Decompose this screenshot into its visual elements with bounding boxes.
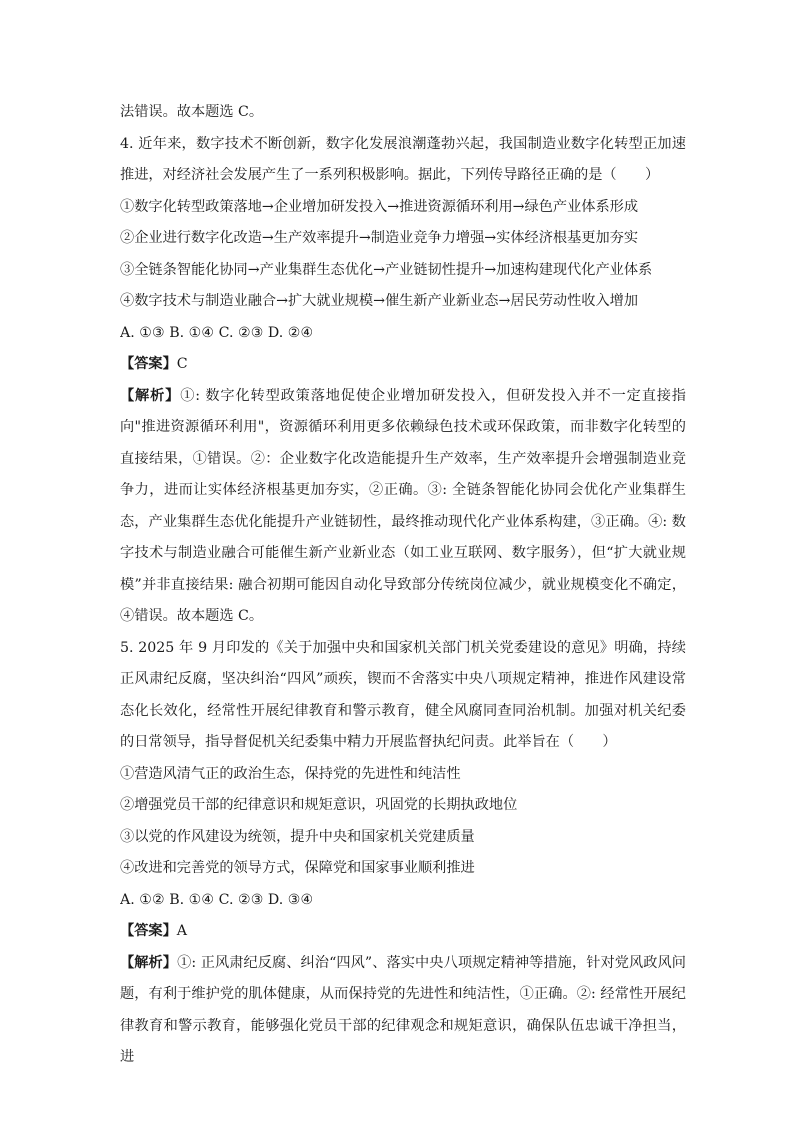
q4-analysis-text: ①: 数字化转型政策落地促使企业增加研发投入，但研发投入并不一定直接指向"推进资源循环利用"，资源循环利用更多依赖绿色技术或环保政策，而非数字化转型的直接结果，①错误。②：企业数字化改造能提升生产效率，生产效率提升会增强制造业竞争力，进而让实体经济根基更加夯实，②正确。③: 全链条智能化协同会优化产业集群生态，产业集群生态优化能提升产业链韧性，最终推动现代化产业体系构建，③正确。④: 数字技术与制造业融合可能催生新产业新业态（如工业互联网、数字服务），但“扩大就业规模”并非直接结果: 融合初期可能因自动化导致部分传统岗位减少，就业规模变化不确定，④错误。故本题选 C。 <box>120 387 686 624</box>
q4-option-2: ②企业进行数字化改造→生产效率提升→制造业竞争力增强→实体经济根基更加夯实 <box>120 230 639 246</box>
q4-option-1: ①数字化转型政策落地→企业增加研发投入→推进资源循环利用→绿色产业体系形成 <box>120 198 639 215</box>
q5-option-1: ①营造风清气正的政治生态，保持党的先进性和纯洁性 <box>120 765 461 782</box>
q5-analysis-text: ①: 正风肃纪反腐、纠治“四风”、落实中央八项规定精神等措施，针对党风政风问题，有利于维护党的肌体健康，从而保持党的先进性和纯洁性，①正确。②: 经常性开展纪律教育和警示教育，能够强化党员干部的纪律观念和规矩意识，确保队伍忠诚干净担当，进 <box>120 954 686 1065</box>
q5-answer-label: 【答案】 <box>120 923 177 939</box>
q5-answer <box>120 916 686 948</box>
q4-choices: A. ①③ B. ①④ C. ②③ D. ②④ <box>120 324 314 341</box>
q5-stem: 5. 2025 年 9 月印发的《关于加强中央和国家机关部门机关党委建设的意见》明确，持续正风肃纪反腐，坚决纠治“四风”顽疾，锲而不舍落实中央八项规定精神，推进作风建设常态化长效化，经常性开展纪律教育和警示教育，健全风腐同查同治机制。加强对机关纪委的日常领导，指导督促机关纪委集中精力开展监督执纪问责。此举旨在（ ） <box>120 639 686 750</box>
q4-answer-value: C <box>176 356 188 372</box>
q5-answer-value: A <box>176 923 188 939</box>
q5-option-3: ③以党的作风建设为统领，提升中央和国家机关党建质量 <box>120 828 475 845</box>
question-5 <box>120 633 686 1074</box>
document-page <box>120 97 686 1074</box>
q4-option-4: ④数字技术与制造业融合→扩大就业规模→催生新产业新业态→居民劳动性收入增加 <box>120 293 639 309</box>
q4-analysis <box>120 381 686 633</box>
q4-answer <box>120 349 686 381</box>
q4-answer-label: 【答案】 <box>120 356 177 372</box>
q5-option-2: ②增强党员干部的纪律意识和规矩意识，巩固党的长期执政地位 <box>120 797 518 813</box>
q4-option-3: ③全链条智能化协同→产业集群生态优化→产业链韧性提升→加速构建现代化产业体系 <box>120 261 653 278</box>
q5-analysis-label: 【解析】 <box>120 954 178 971</box>
q5-analysis <box>120 948 686 1074</box>
q4-stem: 4. 近年来，数字技术不断创新，数字化发展浪潮蓬勃兴起，我国制造业数字化转型正加速推进，对经济社会发展产生了一系列积极影响。据此，下列传导路径正确的是（ ） <box>120 135 686 183</box>
q3-tail-text: 法错误。故本题选 C。 <box>120 104 264 120</box>
question-4 <box>120 129 686 633</box>
q4-analysis-label: 【解析】 <box>120 387 181 404</box>
q5-choices: A. ①② B. ①④ C. ②③ D. ③④ <box>120 891 314 908</box>
q5-option-4: ④改进和完善党的领导方式，保障党和国家事业顺利推进 <box>120 860 475 876</box>
